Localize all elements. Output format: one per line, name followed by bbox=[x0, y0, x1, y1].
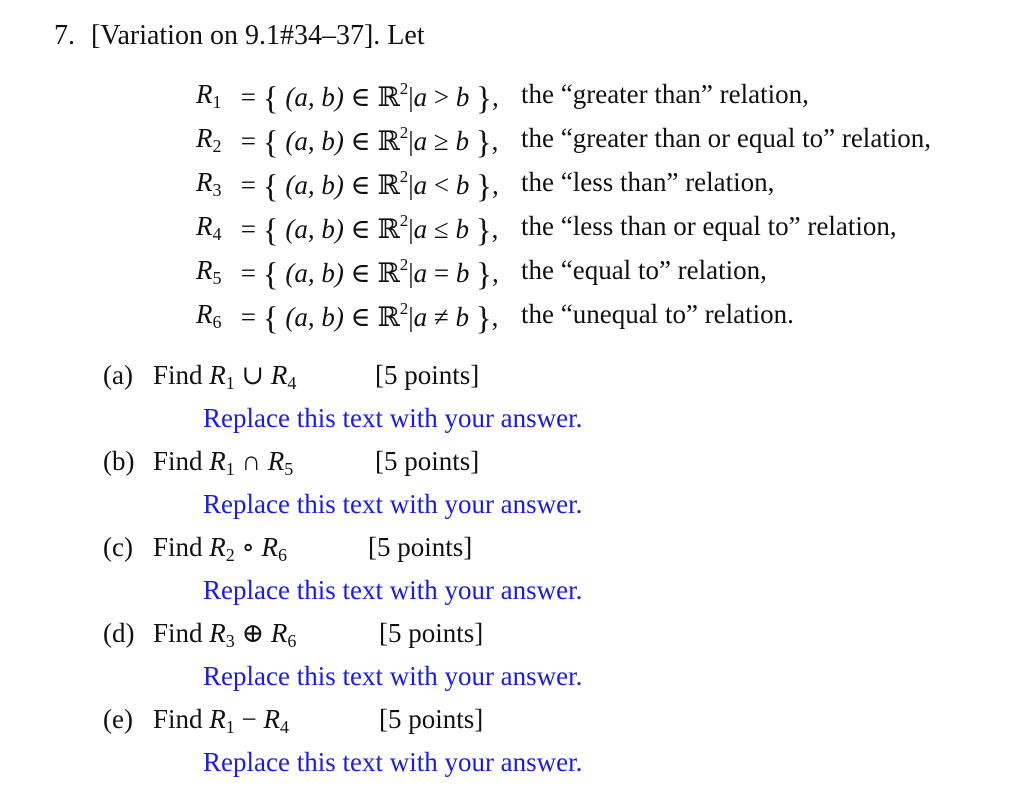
question-part bbox=[103, 446, 480, 479]
part-points: [5 points] bbox=[379, 618, 484, 648]
answer-placeholder[interactable]: Replace this text with your answer. bbox=[203, 575, 583, 605]
relation-name: $R_6$ bbox=[196, 299, 222, 332]
relation-set-expression: = { (a, b) ∈ ℝ$^2$|a = b }, bbox=[234, 255, 499, 293]
part-points: [5 points] bbox=[375, 360, 480, 390]
part-label: (e) bbox=[103, 704, 133, 734]
question-part bbox=[103, 360, 480, 393]
relation-name: $R_4$ bbox=[196, 211, 222, 244]
relation-set-expression: = { (a, b) ∈ ℝ$^2$|a > b }, bbox=[234, 79, 499, 117]
relation-set-expression: = { (a, b) ∈ ℝ$^2$|a < b }, bbox=[234, 167, 499, 205]
part-label: (a) bbox=[103, 360, 133, 390]
relation-description: the “less than or equal to” relation, bbox=[521, 211, 897, 241]
relation-set-expression: = { (a, b) ∈ ℝ$^2$|a ≤ b }, bbox=[234, 211, 499, 249]
part-label: (b) bbox=[103, 446, 135, 476]
part-task: Find $R_1$ ∪ $R_4$ bbox=[153, 360, 297, 393]
part-task: Find $R_1 - R_4$ bbox=[153, 704, 290, 737]
answer-placeholder[interactable]: Replace this text with your answer. bbox=[203, 661, 583, 691]
relation-description: the “unequal to” relation. bbox=[521, 299, 794, 329]
part-label: (d) bbox=[103, 618, 135, 648]
part-task: Find $R_1$ ∩ $R_5$ bbox=[153, 446, 294, 479]
problem-heading bbox=[54, 20, 425, 52]
relation-set-expression: = { (a, b) ∈ ℝ$^2$|a ≠ b }, bbox=[234, 299, 499, 337]
relation-name: $R_1$ bbox=[196, 79, 222, 112]
relation-name: $R_3$ bbox=[196, 167, 222, 200]
part-points: [5 points] bbox=[379, 704, 484, 734]
question-part bbox=[103, 618, 484, 651]
question-part bbox=[103, 704, 484, 737]
part-points: [5 points] bbox=[375, 446, 480, 476]
relation-description: the “greater than or equal to” relation, bbox=[521, 123, 932, 153]
answer-placeholder[interactable]: Replace this text with your answer. bbox=[203, 489, 583, 519]
part-task: Find $R_3$ ⊕ $R_6$ bbox=[153, 618, 297, 651]
part-label: (c) bbox=[103, 532, 133, 562]
relation-description: the “greater than” relation, bbox=[521, 79, 809, 109]
problem-header: [Variation on 9.1#34–37]. Let bbox=[91, 20, 425, 51]
relation-set-expression: = { (a, b) ∈ ℝ$^2$|a ≥ b }, bbox=[234, 123, 499, 161]
part-task: Find $R_2$ ∘ $R_6$ bbox=[153, 532, 288, 565]
relation-name: $R_2$ bbox=[196, 123, 222, 156]
answer-placeholder[interactable]: Replace this text with your answer. bbox=[203, 747, 583, 777]
problem-number: 7. bbox=[54, 20, 75, 51]
relation-description: the “equal to” relation, bbox=[521, 255, 767, 285]
relation-description: the “less than” relation, bbox=[521, 167, 775, 197]
answer-placeholder[interactable]: Replace this text with your answer. bbox=[203, 403, 583, 433]
relation-name: $R_5$ bbox=[196, 255, 222, 288]
part-points: [5 points] bbox=[368, 532, 473, 562]
question-part bbox=[103, 532, 473, 565]
